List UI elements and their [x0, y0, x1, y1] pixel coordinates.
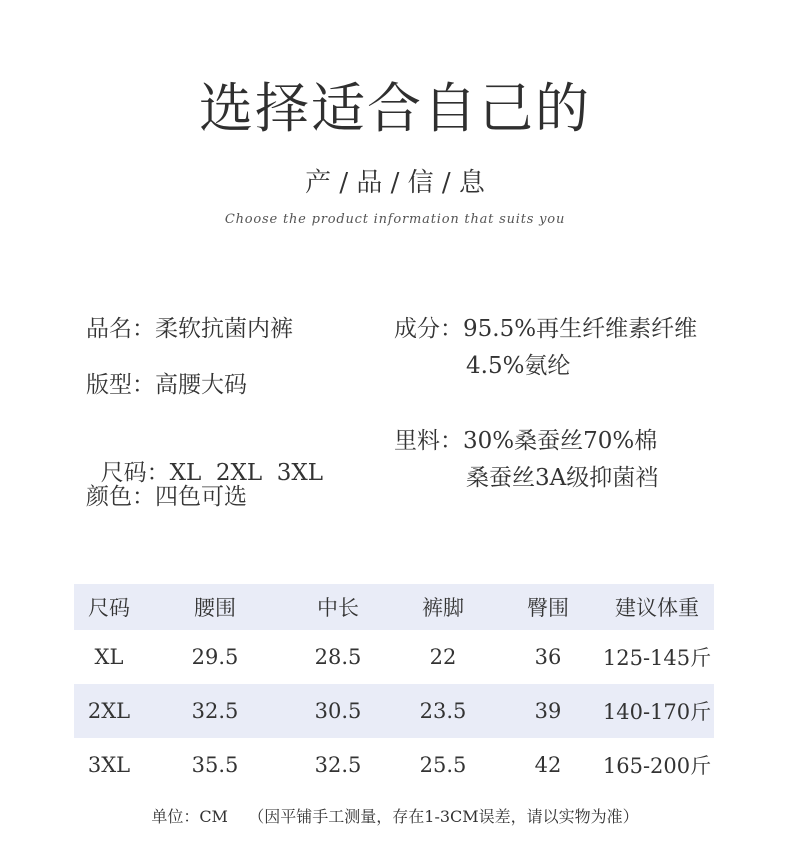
table-cell: 3XL: [87, 753, 131, 777]
table-cell: 42: [534, 753, 562, 777]
info-label: 品名：: [86, 316, 155, 342]
table-cell: 35.5: [191, 753, 239, 777]
info-label: 颜色：: [86, 484, 155, 510]
table-cell: 28.5: [314, 645, 362, 669]
table-cell: 36: [534, 645, 562, 669]
table-row: [74, 684, 714, 738]
table-cell: 32.5: [144, 684, 286, 738]
info-value: 30%桑蚕丝70%棉: [463, 428, 658, 454]
table-cell: 2XL: [74, 684, 144, 738]
table-header-cell: 建议体重: [600, 584, 714, 630]
table-row: [74, 738, 714, 792]
info-style: [86, 369, 247, 401]
section-subtitle: 产 / 品 / 信 / 息: [305, 168, 485, 198]
table-header-cell: 臀围: [496, 584, 600, 630]
table-cell: 32.5: [314, 753, 362, 777]
table-header-cell: 尺码: [74, 584, 144, 630]
size-table: [74, 584, 714, 792]
info-value: 高腰大码: [155, 372, 247, 398]
info-value: XL 2XL 3XL: [169, 460, 324, 486]
table-header-row: [74, 584, 714, 630]
table-cell: 30.5: [286, 684, 390, 738]
info-lining-line2: 桑蚕丝3A级抑菌裆: [466, 465, 659, 491]
info-label: 尺码：: [100, 460, 170, 486]
table-header-cell: 中长: [286, 584, 390, 630]
table-cell: 29.5: [191, 645, 239, 669]
table-cell: XL: [94, 645, 124, 669]
info-lining: [394, 425, 657, 457]
info-product-name: [86, 313, 293, 345]
table-cell: 23.5: [390, 684, 496, 738]
info-colors: [86, 481, 247, 513]
measurement-footnote: 单位：CM （因平铺手工测量，存在1-3CM误差，请以实物为准）: [151, 807, 639, 826]
info-label: 版型：: [86, 372, 155, 398]
table-cell: 39: [496, 684, 600, 738]
info-composition: [394, 313, 697, 345]
info-value: 四色可选: [155, 484, 247, 510]
page-title: 选择适合自己的: [199, 77, 591, 140]
table-cell: 125-145斤: [602, 646, 712, 670]
info-composition-line2: 4.5%氨纶: [466, 353, 571, 379]
table-cell: 140-170斤: [600, 684, 714, 738]
info-sizes: [86, 425, 323, 489]
info-value: 95.5%再生纤维素纤维: [463, 316, 698, 342]
table-header-cell: 裤脚: [390, 584, 496, 630]
table-row: [74, 630, 714, 684]
info-label: 里料：: [394, 428, 463, 454]
info-label: 成分：: [394, 316, 463, 342]
info-value: 柔软抗菌内裤: [155, 316, 293, 342]
table-cell: 22: [429, 645, 457, 669]
table-header-cell: 腰围: [144, 584, 286, 630]
table-cell: 25.5: [419, 753, 467, 777]
english-caption: Choose the product information that suits you: [224, 212, 566, 227]
table-cell: 165-200斤: [602, 754, 712, 778]
